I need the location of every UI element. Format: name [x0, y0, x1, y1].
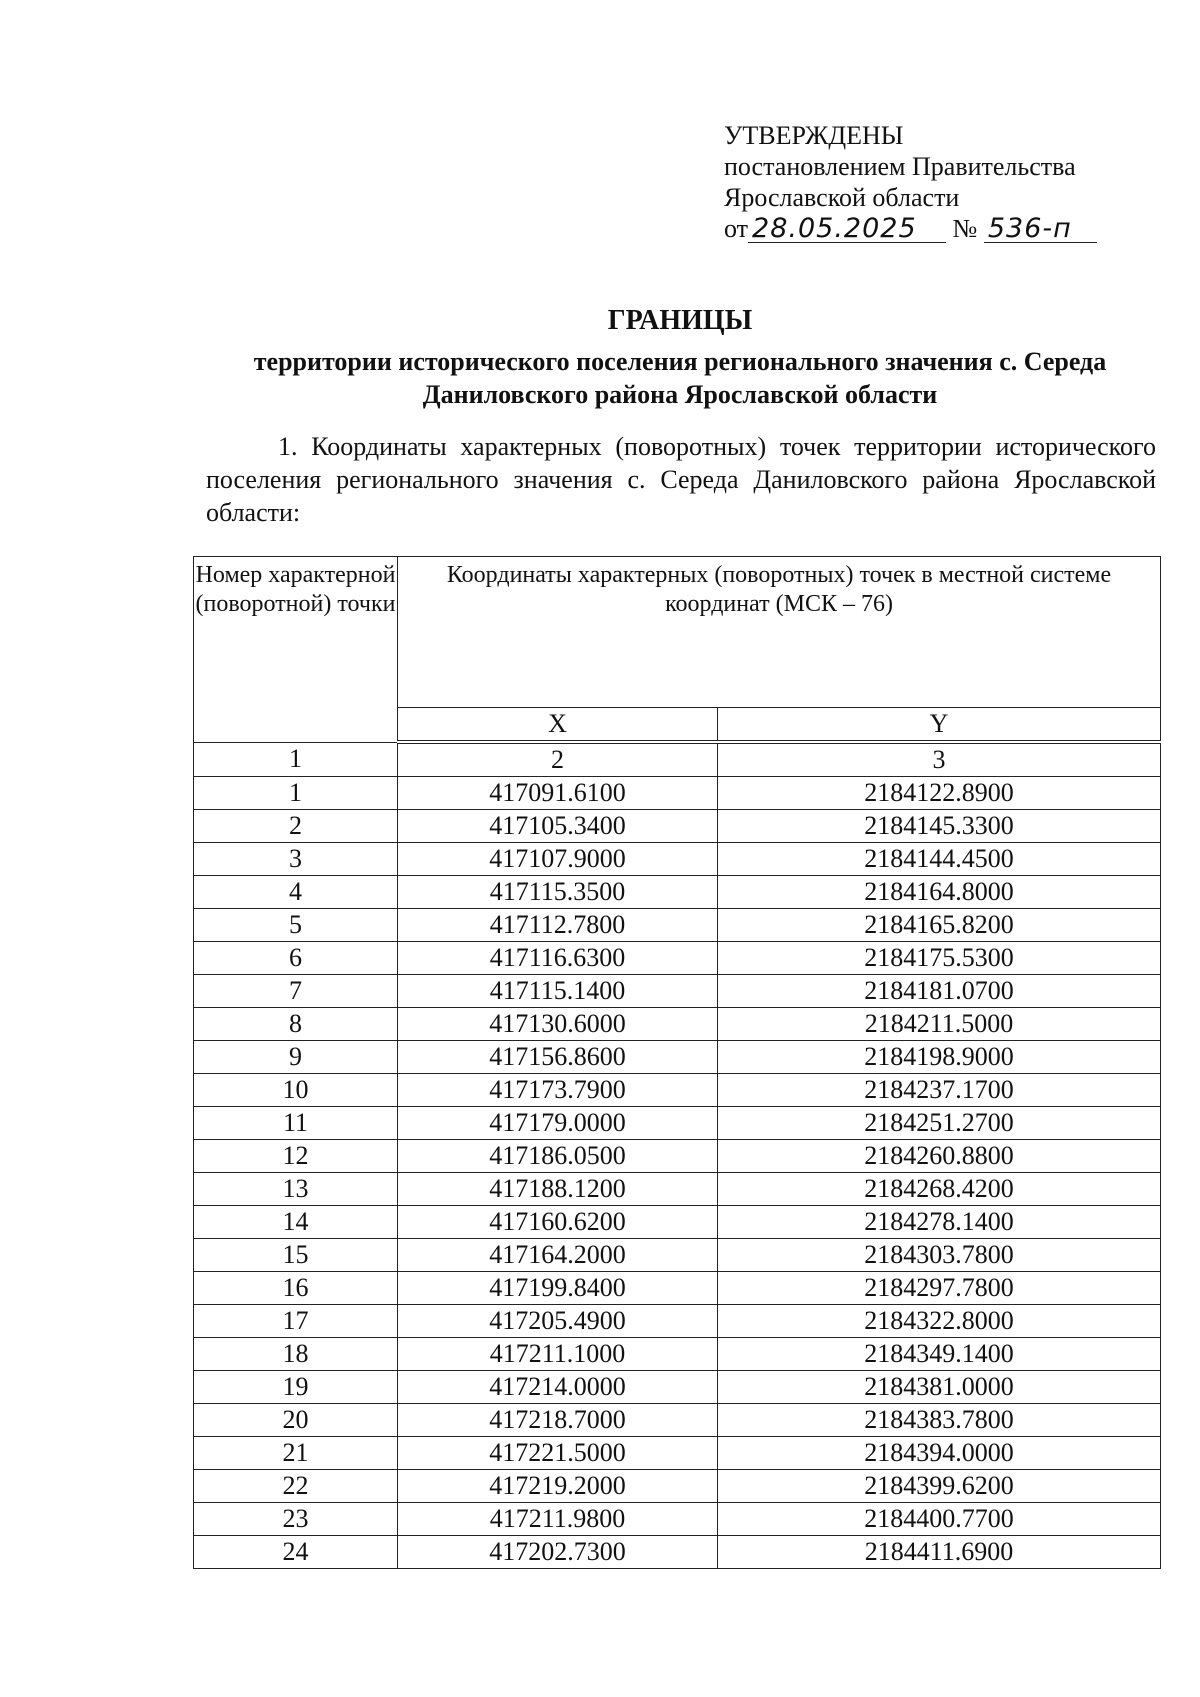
table-row — [194, 1107, 1161, 1140]
y-coordinate-cell: 2184164.8000 — [718, 876, 1161, 909]
table-row — [194, 909, 1161, 942]
table-row — [194, 1536, 1161, 1569]
y-coordinate-cell: 2184175.5300 — [718, 942, 1161, 975]
table-row — [194, 942, 1161, 975]
x-coordinate-cell: 417214.0000 — [398, 1371, 718, 1404]
x-coordinate-cell: 417179.0000 — [398, 1107, 718, 1140]
x-coordinate-cell: 417186.0500 — [398, 1140, 718, 1173]
table-row — [194, 876, 1161, 909]
y-coordinate-cell: 2184165.8200 — [718, 909, 1161, 942]
x-coordinate-cell: 417202.7300 — [398, 1536, 718, 1569]
table-row — [194, 1272, 1161, 1305]
header-point-number: Номер характерной (поворотной) точки — [194, 557, 398, 743]
point-number-cell: 9 — [194, 1041, 398, 1074]
point-number-cell: 8 — [194, 1008, 398, 1041]
table-row — [194, 810, 1161, 843]
point-number-cell: 4 — [194, 876, 398, 909]
point-number-cell: 14 — [194, 1206, 398, 1239]
table-row — [194, 1503, 1161, 1536]
point-number-cell: 22 — [194, 1470, 398, 1503]
approval-line-2: Ярославской области — [724, 183, 960, 212]
document-subtitle-line-1: территории исторического поселения регионального значения с. Середа — [253, 347, 1107, 376]
table-row — [194, 1074, 1161, 1107]
x-coordinate-cell: 417211.1000 — [398, 1338, 718, 1371]
y-coordinate-cell: 2184268.4200 — [718, 1173, 1161, 1206]
table-row — [194, 777, 1161, 810]
y-coordinate-cell: 2184145.3300 — [718, 810, 1161, 843]
approval-title: УТВЕРЖДЕНЫ — [724, 121, 904, 150]
y-coordinate-cell: 2184383.7800 — [718, 1404, 1161, 1437]
table-row — [194, 1338, 1161, 1371]
approval-block — [724, 120, 1144, 244]
y-coordinate-cell: 2184144.4500 — [718, 843, 1161, 876]
x-coordinate-cell: 417173.7900 — [398, 1074, 718, 1107]
header-coordinates: Координаты характерных (поворотных) точек в местной системе координат (МСК – 76) — [398, 557, 1161, 708]
column-number-2: 2 — [398, 742, 718, 777]
x-coordinate-cell: 417218.7000 — [398, 1404, 718, 1437]
y-coordinate-cell: 2184181.0700 — [718, 975, 1161, 1008]
table-row — [194, 1173, 1161, 1206]
table-row — [194, 1371, 1161, 1404]
point-number-cell: 6 — [194, 942, 398, 975]
approval-line-1: постановлением Правительства — [724, 152, 1076, 181]
point-number-cell: 24 — [194, 1536, 398, 1569]
document-subtitle-line-2: Даниловского района Ярославской области — [422, 380, 938, 409]
approval-number: 536-п — [984, 216, 1097, 243]
point-number-cell: 16 — [194, 1272, 398, 1305]
x-coordinate-cell: 417205.4900 — [398, 1305, 718, 1338]
column-number-3: 3 — [718, 742, 1161, 777]
y-coordinate-cell: 2184381.0000 — [718, 1371, 1161, 1404]
table-row — [194, 1305, 1161, 1338]
document-subtitle — [200, 345, 1160, 411]
x-coordinate-cell: 417105.3400 — [398, 810, 718, 843]
x-coordinate-cell: 417188.1200 — [398, 1173, 718, 1206]
approval-number-label: № — [952, 214, 978, 243]
x-coordinate-cell: 417221.5000 — [398, 1437, 718, 1470]
y-coordinate-cell: 2184399.6200 — [718, 1470, 1161, 1503]
x-coordinate-cell: 417164.2000 — [398, 1239, 718, 1272]
y-coordinate-cell: 2184400.7700 — [718, 1503, 1161, 1536]
x-coordinate-cell: 417107.9000 — [398, 843, 718, 876]
point-number-cell: 20 — [194, 1404, 398, 1437]
x-coordinate-cell: 417115.3500 — [398, 876, 718, 909]
table-row — [194, 1140, 1161, 1173]
x-coordinate-cell: 417199.8400 — [398, 1272, 718, 1305]
table-row — [194, 975, 1161, 1008]
table-row — [194, 1206, 1161, 1239]
y-coordinate-cell: 2184278.1400 — [718, 1206, 1161, 1239]
point-number-cell: 21 — [194, 1437, 398, 1470]
table-row — [194, 1239, 1161, 1272]
point-number-cell: 18 — [194, 1338, 398, 1371]
approval-from-label: от — [724, 214, 749, 243]
point-number-cell: 23 — [194, 1503, 398, 1536]
y-coordinate-cell: 2184349.1400 — [718, 1338, 1161, 1371]
y-coordinate-cell: 2184297.7800 — [718, 1272, 1161, 1305]
y-coordinate-cell: 2184198.9000 — [718, 1041, 1161, 1074]
table-row — [194, 1470, 1161, 1503]
y-coordinate-cell: 2184237.1700 — [718, 1074, 1161, 1107]
table-row — [194, 1437, 1161, 1470]
point-number-cell: 10 — [194, 1074, 398, 1107]
point-number-cell: 13 — [194, 1173, 398, 1206]
point-number-cell: 2 — [194, 810, 398, 843]
header-y: Y — [718, 708, 1161, 743]
x-coordinate-cell: 417211.9800 — [398, 1503, 718, 1536]
x-coordinate-cell: 417091.6100 — [398, 777, 718, 810]
document-title: ГРАНИЦЫ — [607, 305, 753, 336]
y-coordinate-cell: 2184122.8900 — [718, 777, 1161, 810]
table-row — [194, 1404, 1161, 1437]
y-coordinate-cell: 2184260.8800 — [718, 1140, 1161, 1173]
point-number-cell: 5 — [194, 909, 398, 942]
coordinates-table — [193, 556, 1161, 1569]
point-number-cell: 15 — [194, 1239, 398, 1272]
table-row — [194, 843, 1161, 876]
column-number-1: 1 — [194, 742, 398, 777]
point-number-cell: 3 — [194, 843, 398, 876]
x-coordinate-cell: 417130.6000 — [398, 1008, 718, 1041]
header-x: X — [398, 708, 718, 743]
x-coordinate-cell: 417160.6200 — [398, 1206, 718, 1239]
intro-paragraph: 1. Координаты характерных (поворотных) точек территории исторического поселения регионального значения с. Середа Даниловского района Ярославской области: — [206, 432, 1156, 527]
point-number-cell: 12 — [194, 1140, 398, 1173]
point-number-cell: 19 — [194, 1371, 398, 1404]
y-coordinate-cell: 2184411.6900 — [718, 1536, 1161, 1569]
x-coordinate-cell: 417116.6300 — [398, 942, 718, 975]
x-coordinate-cell: 417156.8600 — [398, 1041, 718, 1074]
point-number-cell: 1 — [194, 777, 398, 810]
approval-date-line — [724, 213, 1144, 244]
y-coordinate-cell: 2184303.7800 — [718, 1239, 1161, 1272]
y-coordinate-cell: 2184394.0000 — [718, 1437, 1161, 1470]
y-coordinate-cell: 2184322.8000 — [718, 1305, 1161, 1338]
point-number-cell: 17 — [194, 1305, 398, 1338]
x-coordinate-cell: 417219.2000 — [398, 1470, 718, 1503]
point-number-cell: 11 — [194, 1107, 398, 1140]
x-coordinate-cell: 417112.7800 — [398, 909, 718, 942]
x-coordinate-cell: 417115.1400 — [398, 975, 718, 1008]
table-row — [194, 1008, 1161, 1041]
table-row — [194, 1041, 1161, 1074]
y-coordinate-cell: 2184211.5000 — [718, 1008, 1161, 1041]
approval-date: 28.05.2025 — [748, 216, 946, 243]
y-coordinate-cell: 2184251.2700 — [718, 1107, 1161, 1140]
point-number-cell: 7 — [194, 975, 398, 1008]
